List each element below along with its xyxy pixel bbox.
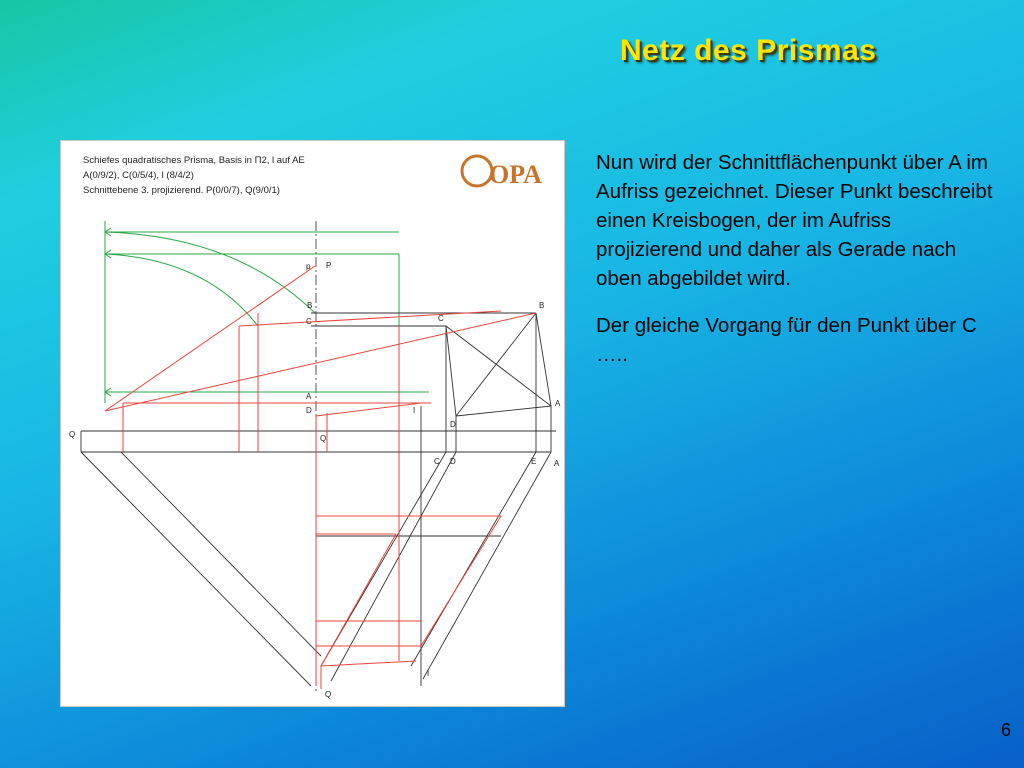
green-construction (105, 221, 429, 403)
info-line-2: A(0/9/2), C(0/5/4), l (8/4/2) (83, 170, 194, 181)
page-number: 6 (1001, 720, 1012, 740)
label-E-bottom: E (531, 457, 537, 466)
info-line-3: Schnittebene 3. projizierend. P(0/0/7), Q(9/0/1) (83, 185, 280, 196)
label-D-left: D (306, 406, 312, 415)
info-line-1: Schiefes quadratisches Prisma, Basis in Π2, l auf AE (83, 155, 305, 166)
slide-title: Netz des Prismas (620, 34, 877, 67)
logo-text: OPA (489, 160, 542, 189)
label-A-right: A (555, 399, 561, 408)
label-p-small: p (306, 262, 311, 271)
construction-drawing (61, 141, 564, 706)
label-B-right: B (539, 301, 545, 310)
label-B-small: B (307, 301, 313, 310)
opa-logo (462, 156, 542, 189)
label-D-mid: D (450, 420, 456, 429)
label-A-bottom: A (554, 459, 560, 468)
label-Q-mid: Q (320, 434, 327, 443)
paragraph-1: Nun wird der Schnittflächenpunkt über A im Aufriss gezeichnet. Dieser Punkt beschreibt einen Kreisbogen, der im Aufriss projizierend und daher als Gerade nach oben abgebildet wird. (596, 151, 993, 290)
label-A-left: A (306, 392, 312, 401)
label-Q-bottom: Q (325, 690, 332, 699)
explanation-text (596, 148, 996, 387)
label-C-bottom: C (434, 457, 440, 466)
label-C-left: C (306, 317, 312, 326)
paragraph-2: Der gleiche Vorgang für den Punkt über C ….. (596, 314, 977, 366)
label-Q-left: Q (69, 430, 76, 439)
label-D-bottom: D (450, 457, 456, 466)
label-P: P (326, 261, 332, 270)
label-I-mid: I (413, 406, 416, 415)
label-I-bottom: I (427, 669, 430, 678)
black-construction (81, 313, 556, 686)
red-construction (105, 266, 536, 689)
label-C-mid: C (438, 314, 444, 323)
